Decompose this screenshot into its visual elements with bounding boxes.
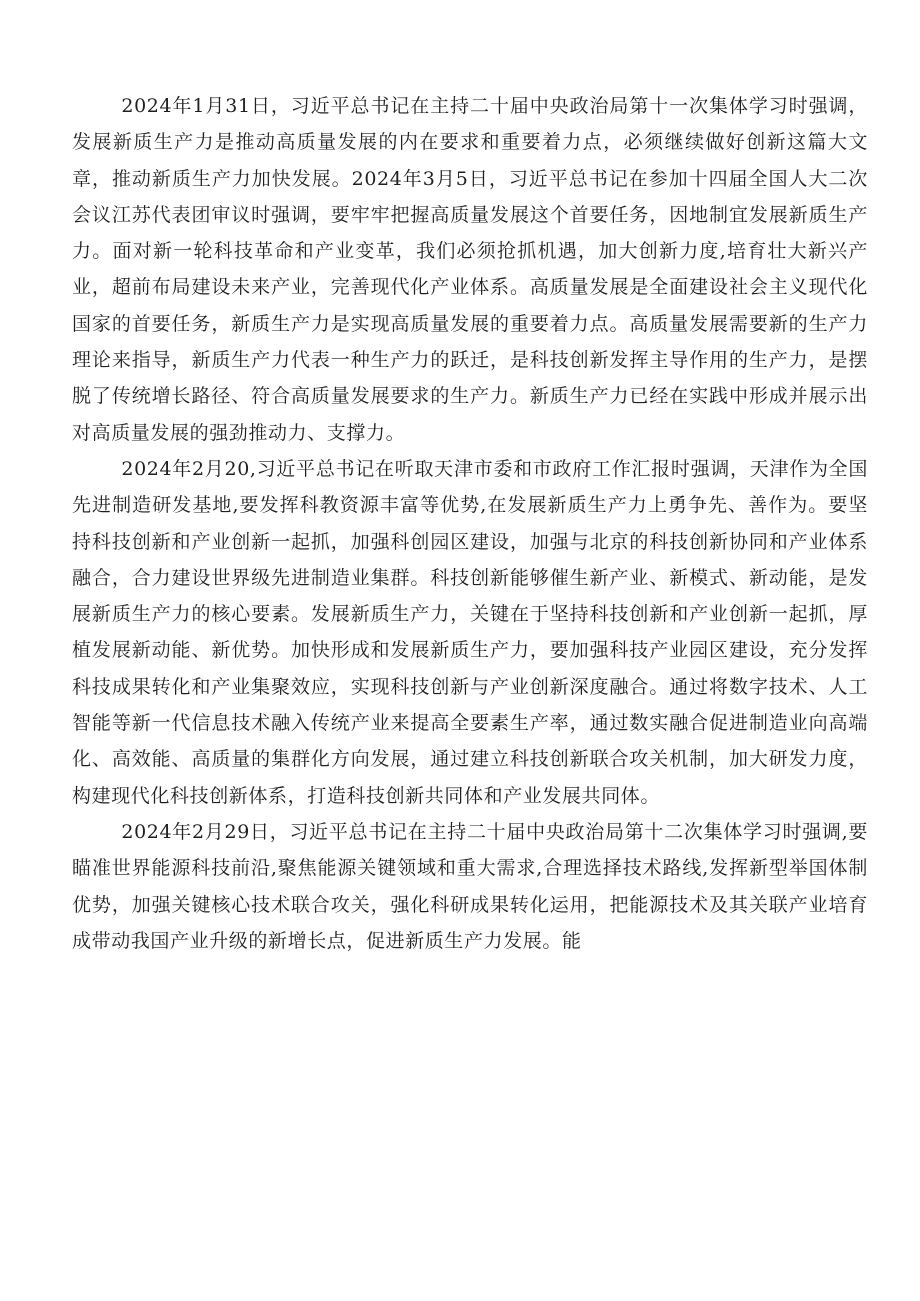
paragraph-2: 2024年2月20,习近平总书记在听取天津市委和市政府工作汇报时强调，天津作为全国先进制造研发基地,要发挥科教资源丰富等优势,在发展新质生产力上勇争先、善作为。要坚持科技创新和产业创新一起抓，加强科创园区建设，加强与北京的科技创新协同和产业体系融合，合力建设世界级先进制造业集群。科技创新能够催生新产业、新模式、新动能，是发展新质生产力的核心要素。发展新质生产力，关键在于坚持科技创新和产业创新一起抓，厚植发展新动能、新优势。加快形成和发展新质生产力，要加强科技产业园区建设，充分发挥科技成果转化和产业集聚效应，实现科技创新与产业创新深度融合。通过将数字技术、人工智能等新一代信息技术融入传统产业来提高全要素生产率，通过数实融合促进制造业向高端化、高效能、高质量的集群化方向发展，通过建立科技创新联合攻关机制，加大研发力度，构建现代化科技创新体系，打造科技创新共同体和产业发展共同体。 [72,457,868,807]
paragraph-3: 2024年2月29日，习近平总书记在主持二十届中央政治局第十二次集体学习时强调,要瞄准世界能源科技前沿,聚焦能源关键领域和重大需求,合理选择技术路线,发挥新型举国体制优势，加强关键核心技术联合攻关，强化科研成果转化运用，把能源技术及其关联产业培育成带动我国产业升级的新增长点，促进新质生产力发展。能 [72,820,868,952]
document-page [72,88,868,959]
paragraph-1: 2024年1月31日，习近平总书记在主持二十届中央政治局第十一次集体学习时强调，发展新质生产力是推动高质量发展的内在要求和重要着力点，必须继续做好创新这篇大文章，推动新质生产力加快发展。2024年3月5日，习近平总书记在参加十四届全国人大二次会议江苏代表团审议时强调，要牢牢把握高质量发展这个首要任务，因地制宜发展新质生产力。面对新一轮科技革命和产业变革，我们必须抢抓机遇，加大创新力度,培育壮大新兴产业，超前布局建设未来产业，完善现代化产业体系。高质量发展是全面建设社会主义现代化国家的首要任务，新质生产力是实现高质量发展的重要着力点。高质量发展需要新的生产力理论来指导，新质生产力代表一种生产力的跃迁，是科技创新发挥主导作用的生产力，是摆脱了传统增长路径、符合高质量发展要求的生产力。新质生产力已经在实践中形成并展示出对高质量发展的强劲推动力、支撑力。 [72,95,868,444]
